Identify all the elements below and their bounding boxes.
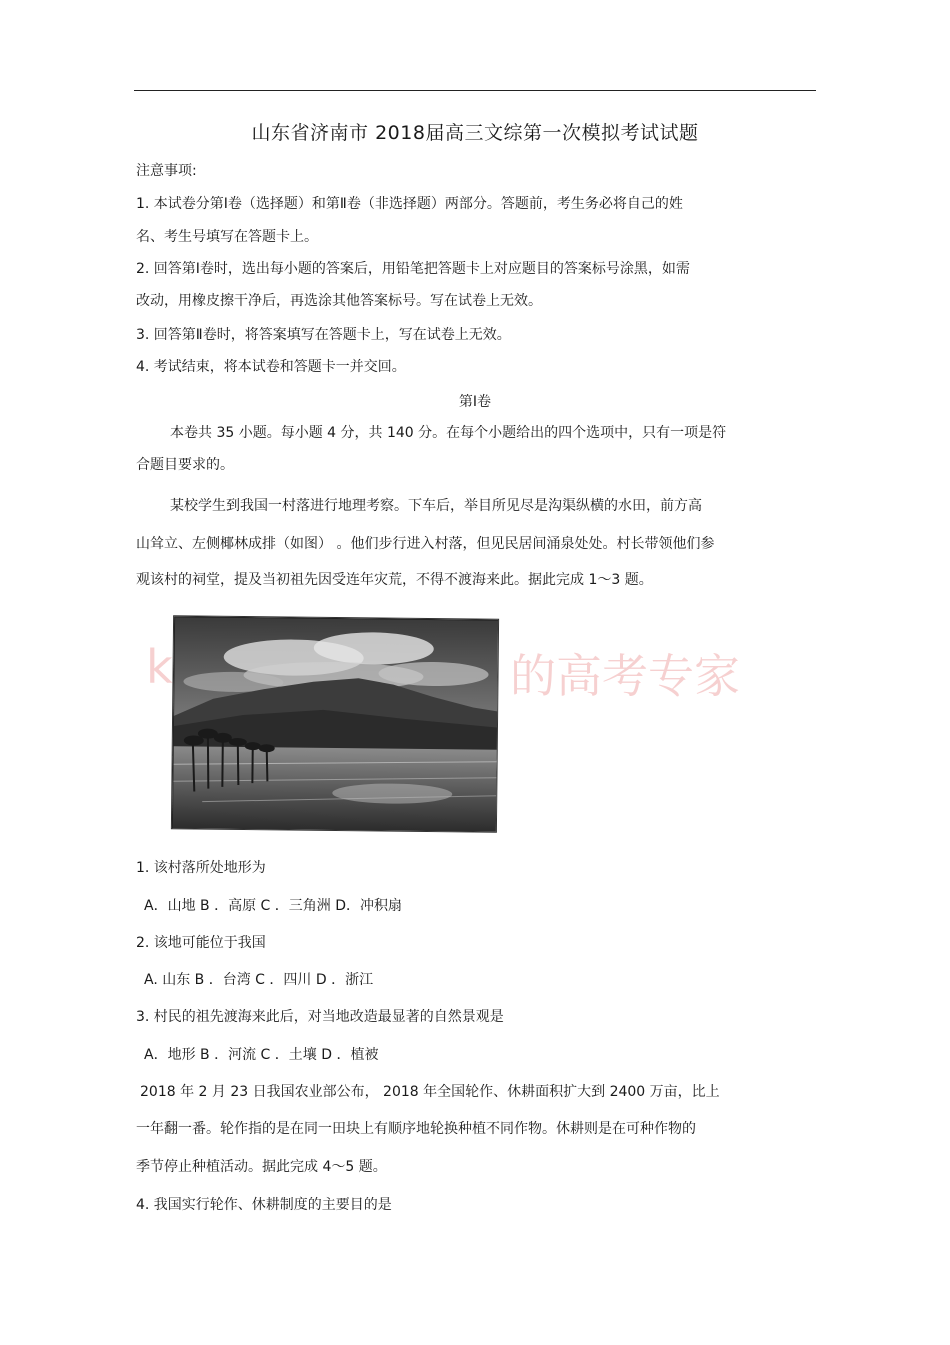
notice-item-2b: 改动，用橡皮擦干净后，再选涂其他答案标号。写在试卷上无效。 bbox=[136, 293, 542, 309]
notice-item-3: 3. 回答第Ⅱ卷时，将答案填写在答题卡上，写在试卷上无效。 bbox=[136, 327, 511, 343]
question-3-options: A．地形 B ．河流 C ．土壤 D ．植被 bbox=[144, 1047, 379, 1063]
watermark-right: 的高考专家 bbox=[510, 649, 740, 703]
passage1-line-b: 山耸立、左侧椰林成排（如图） 。他们步行进入村落，但见民居间涌泉处处。村长带领他们参 bbox=[136, 536, 715, 552]
landscape-photo bbox=[171, 615, 499, 832]
section-intro-a: 本卷共 35 小题。每小题 4 分，共 140 分。在每个小题给出的四个选项中，只有一项是符 bbox=[170, 425, 727, 441]
question-2: 2. 该地可能位于我国 bbox=[136, 935, 266, 951]
top-rule bbox=[134, 90, 816, 91]
passage2-line-c: 季节停止种植活动。据此完成 4～5 题。 bbox=[136, 1159, 387, 1175]
notice-heading: 注意事项: bbox=[136, 163, 197, 179]
notice-item-1b: 名、考生号填写在答题卡上。 bbox=[136, 229, 318, 245]
question-3: 3. 村民的祖先渡海来此后，对当地改造最显著的自然景观是 bbox=[136, 1009, 504, 1025]
page-title: 山东省济南市 2018届高三文综第一次模拟考试试题 bbox=[251, 122, 699, 144]
passage2-line-a: 2018 年 2 月 23 日我国农业部公布， 2018 年全国轮作、休耕面积扩大到 2400 万亩，比上 bbox=[140, 1084, 720, 1100]
notice-item-4: 4. 考试结束，将本试卷和答题卡一并交回。 bbox=[136, 359, 406, 375]
question-1-options: A．山地 B ．高原 C ．三角洲 D．冲积扇 bbox=[144, 898, 402, 914]
notice-item-2a: 2. 回答第Ⅰ卷时，选出每小题的答案后，用铅笔把答题卡上对应题目的答案标号涂黑，如需 bbox=[136, 261, 690, 277]
section-heading: 第Ⅰ卷 bbox=[458, 394, 492, 410]
passage1-line-a: 某校学生到我国一村落进行地理考察。下车后，举目所见尽是沟渠纵横的水田，前方高 bbox=[170, 498, 702, 514]
notice-item-1a: 1. 本试卷分第Ⅰ卷（选择题）和第Ⅱ卷（非选择题）两部分。答题前，考生务必将自己的姓 bbox=[136, 196, 683, 212]
question-4: 4. 我国实行轮作、休耕制度的主要目的是 bbox=[136, 1197, 392, 1213]
watermark-left: k bbox=[146, 640, 173, 694]
passage1-line-c: 观该村的祠堂，提及当初祖先因受连年灾荒，不得不渡海来此。据此完成 1～3 题。 bbox=[136, 572, 653, 588]
passage2-line-b: 一年翻一番。轮作指的是在同一田块上有顺序地轮换种植不同作物。休耕则是在可种作物的 bbox=[136, 1121, 696, 1137]
section-intro-b: 合题目要求的。 bbox=[136, 457, 234, 473]
question-1: 1. 该村落所处地形为 bbox=[136, 860, 266, 876]
question-2-options: A. 山东 B ．台湾 C ．四川 D ．浙江 bbox=[144, 972, 374, 988]
